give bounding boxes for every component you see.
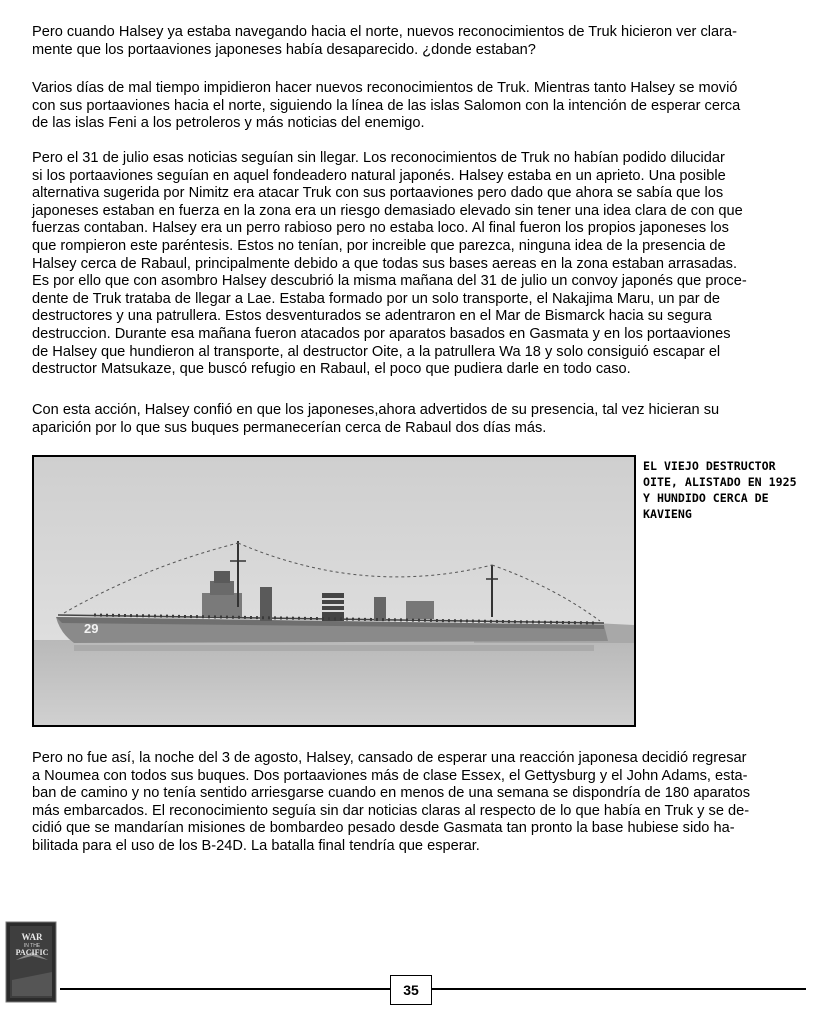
sea <box>34 640 634 725</box>
text-line: destructor Matsukaze, que buscó refugio en Rabaul, el poco que pudiera darle en todo caso. <box>32 361 631 378</box>
footer-rule-right <box>432 988 806 990</box>
paragraph-3 <box>32 150 792 379</box>
photo-caption <box>643 458 813 522</box>
caption-line: Y HUNDIDO CERCA DE <box>643 491 769 505</box>
text-line: mente que los portaaviones japoneses había desaparecido. ¿donde estaban? <box>32 41 536 58</box>
text-line: destruccion. Durante esa mañana fueron atacados por aparatos basados en Gasmata y en los portaaviones <box>32 325 731 342</box>
paragraph-4 <box>32 402 792 437</box>
text-line: destructores y una patrullera. Estos desventurados se adentraron en el Mar de Bismarck hacia su segura <box>32 308 712 325</box>
text-line: alternativa sugerida por Nimitz era atacar Truk con sus portaaviones pero dado que ahora se sabía que los <box>32 185 724 202</box>
text-line: con sus portaaviones hacia el norte, siguiendo la línea de las islas Salomon con la intención de esperar cerca <box>32 97 741 114</box>
funnel <box>322 593 344 621</box>
bridge <box>202 593 242 617</box>
paragraph-2 <box>32 80 792 133</box>
game-cover-logo <box>4 920 60 1004</box>
text-line: si los portaaviones seguían en aquel fondeadero natural japonés. Halsey estaba en un aprieto. Una posible <box>32 167 726 184</box>
text-line: que rompieron este paréntesis. Estos no tenían, por increible que parezca, ninguna idea de la presencia de <box>32 237 726 254</box>
footer-rule-left <box>60 988 390 990</box>
text-line: Pero no fue así, la noche del 3 de agosto, Halsey, cansado de esperar una reacción japonesa decidió regresar <box>32 750 747 766</box>
funnel <box>260 587 272 621</box>
cover-title-word: PACIFIC <box>15 948 49 957</box>
paragraph-1 <box>32 24 792 59</box>
text-line: Varios días de mal tiempo impidieron hacer nuevos reconocimientos de Truk. Mientras tanto Halsey se movió <box>32 80 738 96</box>
text-line: japoneses estaban en fuerza en la zona era un riesgo demasiado elevado sin tener una idea clara de con que <box>32 202 743 219</box>
caption-line: KAVIENG <box>643 507 692 521</box>
text-line: a Noumea con todos sus buques. Dos portaaviones más de clase Essex, el Gettysburg y el John Adams, esta- <box>32 767 748 784</box>
text-line: más embarcados. El reconocimiento seguía sin dar noticias claras al respecto de lo que había en Truk y se de- <box>32 802 750 819</box>
text-line: aparición por lo que sus buques permanecerían cerca de Rabaul dos días más. <box>32 419 547 436</box>
paragraph-5 <box>32 750 792 856</box>
text-line: dente de Truk trataba de llegar a Lae. Estaba formado por un solo transporte, el Nakajima Maru, un par de <box>32 290 720 307</box>
cover-title-word: WAR <box>21 932 43 942</box>
caption-line: OITE, ALISTADO EN 1925 <box>643 475 797 489</box>
funnel <box>374 597 386 621</box>
destroyer-photo <box>32 455 636 727</box>
caption-line: EL VIEJO DESTRUCTOR <box>643 459 776 473</box>
text-line: bilitada para el uso de los B-24D. La batalla final tendría que esperar. <box>32 837 480 854</box>
page-number: 35 <box>390 975 432 1005</box>
text-line: Halsey cerca de Rabaul, principalmente debido a que todas sus bases aereas en la zona estaban arrasadas. <box>32 255 737 272</box>
text-line: cidió que se mandarían misiones de bombardeo pesado desde Gasmata tan pronto la base hubiese sido ha- <box>32 820 735 837</box>
text-line: de las islas Feni a los petroleros y más noticias del enemigo. <box>32 115 425 132</box>
text-line: fuerzas contaban. Halsey era un perro rabioso pero no estaba loco. Al final fueron los propios japoneses los <box>32 220 729 237</box>
text-line: ban de camino y no tenía sentido arriesgarse cuando en menos de una semana se dispondría de 180 aparatos <box>32 785 751 802</box>
text-line: de Halsey que hundieron al transporte, al destructor Oite, a la patrullera Wa 18 y solo consiguió escapar el <box>32 343 721 360</box>
hull-number: 29 <box>84 621 99 636</box>
text-line: Con esta acción, Halsey confió en que los japoneses,ahora advertidos de su presencia, tal vez hicieran su <box>32 402 720 418</box>
cover-title-word: IN THE <box>23 943 41 949</box>
text-line: Pero cuando Halsey ya estaba navegando hacia el norte, nuevos reconocimientos de Truk hicieron ver clara- <box>32 24 737 40</box>
text-line: Pero el 31 de julio esas noticias seguían sin llegar. Los reconocimientos de Truk no habían podido dilucidar <box>32 150 725 166</box>
text-line: Es por ello que con asombro Halsey descubrió la misma mañana del 31 de julio un convoy japonés que proce- <box>32 273 747 290</box>
